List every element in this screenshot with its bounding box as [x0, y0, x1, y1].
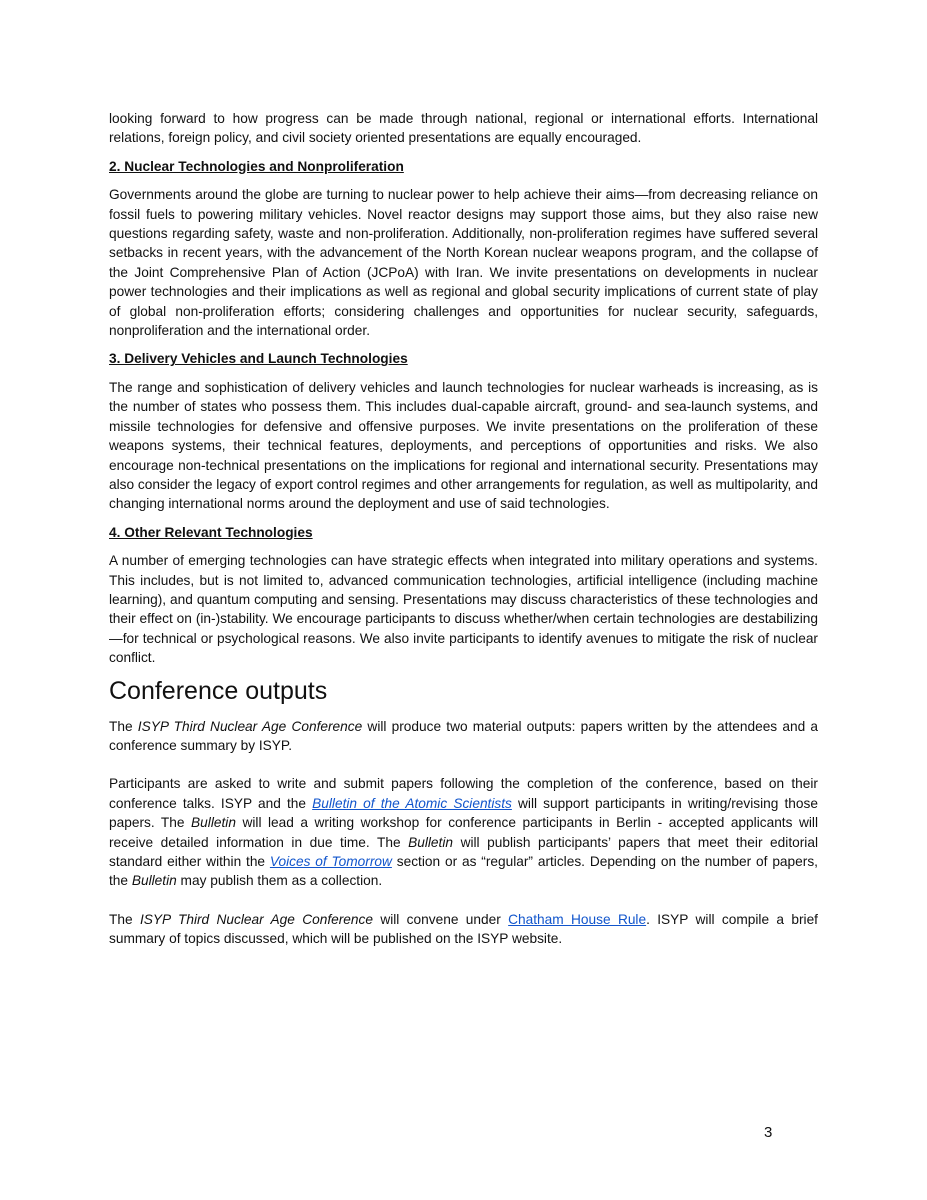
text-run: will convene under [372, 911, 509, 927]
conference-name: ISYP Third Nuclear Age Conference [137, 718, 363, 734]
text-run: will produce two material outputs: papers written by the attendees and a conference summary by ISYP. [109, 718, 818, 753]
text-run: The [109, 911, 140, 927]
bulletin-link-text[interactable]: Bulletin of the Atomic Scientists [312, 795, 512, 811]
section-paragraph-delivery-vehicles: The range and sophistication of delivery vehicles and launch technologies for nuclear warheads is increasing, as is the number of states who possess them. This includes dual-capable aircraft, ground- and sea-launch systems, and missile technologies for defensive and offensive purposes. We invite presentations on the proliferation of these weapons systems, their technical features, deployments, and perceptions of opportunities and risks. We also encourage non-technical presentations on the implications for regional and international security. Presentations may also consider the legacy of export control regimes and other arrangements for regulation, as well as multipolarity, and changing international norms around the deployment and use of said technologies. [109, 379, 818, 512]
text-run: will publish participants’ papers that meet their editorial standard either within the [109, 834, 818, 869]
document-page [109, 109, 818, 949]
section-heading-delivery-vehicles: 3. Delivery Vehicles and Launch Technologies [109, 351, 408, 367]
conference-name: ISYP Third Nuclear Age Conference [139, 911, 373, 927]
voices-link-text[interactable]: Voices of Tomorrow [269, 854, 392, 869]
voices-of-tomorrow-link[interactable] [270, 854, 392, 869]
section-heading-other-technologies: 4. Other Relevant Technologies [109, 524, 313, 540]
intro-paragraph: looking forward to how progress can be made through national, regional or international efforts. International relations, foreign policy, and civil society oriented presentations are equally encouraged. [109, 111, 818, 146]
outputs-paragraph-2 [109, 774, 818, 890]
text-run: will lead a writing workshop for conference participants in Berlin - accepted applicants will receive detailed information in due time. The [109, 815, 818, 850]
conference-outputs-heading: Conference outputs [109, 676, 328, 705]
bulletin-name: Bulletin [131, 873, 177, 889]
section-paragraph-other-technologies: A number of emerging technologies can have strategic effects when integrated into military operations and systems. This includes, but is not limited to, advanced communication technologies, artificial intelligence (including machine learning), and quantum computing and sensing. Presentations may discuss characteristics of these technologies and their effect on (in-)stability. We encourage participants to discuss whether/when certain technologies are destabilizing—for technical or psychological reasons. We also invite participants to identify avenues to mitigate the risk of nuclear conflict. [109, 553, 818, 666]
text-run: will support participants in writing/revising those papers. The [109, 795, 818, 831]
outputs-paragraph-1 [109, 717, 818, 756]
section-paragraph-nuclear-technologies: Governments around the globe are turning to nuclear power to help achieve their aims—from decreasing reliance on fossil fuels to powering military vehicles. Novel reactor designs may support those aims, but they also raise new questions regarding safety, waste and non-proliferation. Additionally, non-proliferation regimes have suffered several setbacks in recent years, with the advancement of the North Korean nuclear weapons program, and the collapse of the Joint Comprehensive Plan of Action (JCPoA) with Iran. We invite presentations on developments in nuclear power technologies and their implications as well as regional and global security implications of current state of play of global non-proliferation efforts; considering challenges and opportunities for nuclear security, safeguards, nonproliferation and the international order. [109, 187, 818, 339]
text-run: Participants are asked to write and submit papers following the completion of the conference, based on their conference talks. ISYP and the [109, 776, 818, 811]
section-heading-nuclear-technologies: 2. Nuclear Technologies and Nonproliferation [109, 158, 404, 174]
text-run: section or as “regular” articles. Depending on the number of papers, the [109, 854, 818, 889]
bulletin-name: Bulletin [408, 834, 454, 850]
chatham-house-rule-link[interactable]: Chatham House Rule [508, 911, 647, 927]
bulletin-name: Bulletin [191, 815, 236, 831]
outputs-paragraph-3 [109, 910, 818, 949]
bulletin-link[interactable] [312, 796, 512, 811]
page-number: 3 [764, 1124, 773, 1141]
text-run: may publish them as a collection. [176, 873, 383, 889]
text-run: . ISYP will compile a brief summary of topics discussed, which will be published on the ISYP website. [109, 911, 818, 947]
text-run: The [109, 718, 138, 734]
